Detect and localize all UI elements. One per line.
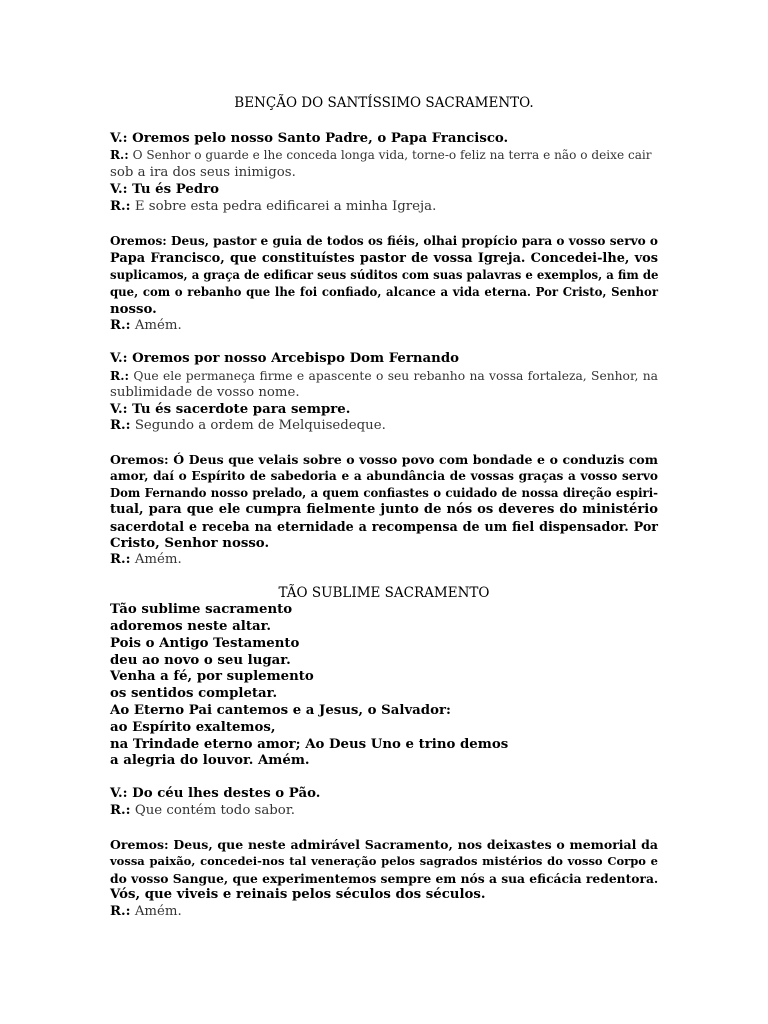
- versicle-text: Oremos pelo nosso Santo Padre, o Papa Francisco.: [132, 131, 509, 146]
- response-label: R.:: [110, 148, 129, 162]
- response-line-continued: sob a ira dos seus inimigos.: [110, 165, 296, 180]
- versicle-line: [110, 130, 658, 147]
- versicle-line: [110, 350, 658, 367]
- versicle-line: [110, 401, 658, 418]
- response-label: R.:: [110, 552, 131, 567]
- hymn-line: na Trindade eterno amor; Ao Deus Uno e trino demos: [110, 737, 509, 752]
- versicle-text: Tu és Pedro: [132, 182, 219, 197]
- hymn-line: Ao Eterno Pai cantemos e a Jesus, o Salvador:: [110, 703, 451, 718]
- response-label: R.:: [110, 199, 131, 214]
- prayer-line: nosso.: [110, 302, 157, 317]
- hymn-line: Pois o Antigo Testamento: [110, 636, 300, 651]
- hymn-title: TÃO SUBLIME SACRAMENTO: [278, 585, 490, 601]
- hymn-line: adoremos neste altar.: [110, 619, 271, 634]
- response-text: Que contém todo sabor.: [134, 803, 295, 818]
- versicle-label: V.:: [110, 402, 128, 417]
- response-line: [110, 317, 658, 334]
- document-title: BENÇÃO DO SANTÍSSIMO SACRAMENTO.: [234, 95, 534, 111]
- versicle-label: V.:: [110, 786, 128, 801]
- hymn-line: a alegria do louvor. Amém.: [110, 753, 310, 768]
- response-line: [110, 147, 658, 164]
- hymn-line: os sentidos completar.: [110, 686, 278, 701]
- prayer-line: Oremos: Ó Deus que velais sobre o vosso povo com bondade e o conduzis com: [110, 452, 658, 467]
- response-text: Que ele permaneça firme e apascente o seu rebanho na vossa fortaleza, Senhor, na: [133, 369, 658, 383]
- response-line: [110, 802, 658, 819]
- prayer-line: Oremos: Deus, que neste admirável Sacramento, nos deixastes o memorial da: [110, 837, 658, 852]
- versicle-text: Tu és sacerdote para sempre.: [132, 402, 351, 417]
- versicle-line: [110, 785, 658, 802]
- response-line: [110, 367, 658, 385]
- response-line: [110, 903, 658, 920]
- response-text: Amém.: [134, 318, 182, 333]
- versicle-line: [110, 181, 658, 198]
- versicle-label: V.:: [110, 182, 128, 197]
- response-label: R.:: [110, 904, 131, 919]
- prayer-line: suplicamos, a graça de edificar seus súditos com suas palavras e exemplos, a fim de: [110, 268, 659, 282]
- versicle-label: V.:: [110, 351, 128, 366]
- hymn-line: ao Espírito exaltemos,: [110, 720, 276, 735]
- response-text: E sobre esta pedra edificarei a minha Igreja.: [134, 199, 437, 214]
- versicle-text: Do céu lhes destes o Pão.: [132, 786, 321, 801]
- prayer-line: Oremos: Deus, pastor e guia de todos os fiéis, olhai propício para o vosso servo o: [110, 234, 658, 248]
- prayer-line: Vós, que viveis e reinais pelos séculos dos séculos.: [110, 887, 486, 902]
- response-line: [110, 551, 658, 568]
- response-text: Segundo a ordem de Melquisedeque.: [134, 418, 386, 433]
- prayer-line: sacerdotal e receba na eternidade a recompensa de um fiel dispensador. Por: [110, 519, 658, 534]
- response-text: Amém.: [134, 904, 182, 919]
- response-text: O Senhor o guarde e lhe conceda longa vida, torne-o feliz na terra e não o deixe cair: [132, 148, 652, 162]
- hymn-line: Venha a fé, por suplemento: [110, 669, 314, 684]
- versicle-text: Oremos por nosso Arcebispo Dom Fernando: [132, 351, 459, 366]
- response-line: [110, 417, 658, 434]
- prayer-line: amor, daí o Espírito de sabedoria e a abundância de vossas graças a vosso servo: [110, 469, 658, 483]
- versicle-label: V.:: [110, 131, 128, 146]
- hymn-line: deu ao novo o seu lugar.: [110, 653, 291, 668]
- response-line-continued: sublimidade de vosso nome.: [110, 385, 300, 400]
- prayer-line: tual, para que ele cumpra fielmente junto de nós os deveres do ministério: [110, 502, 658, 517]
- prayer-line: do vosso Sangue, que experimentemos sempre em nós a sua eficácia redentora.: [110, 871, 659, 886]
- hymn-line: Tão sublime sacramento: [110, 602, 293, 617]
- response-label: R.:: [110, 418, 131, 433]
- response-text: Amém.: [134, 552, 182, 567]
- response-label: R.:: [110, 318, 131, 333]
- prayer-line: Papa Francisco, que constituístes pastor de vossa Igreja. Concedei-lhe, vos: [110, 251, 658, 266]
- response-label: R.:: [110, 803, 131, 818]
- prayer-line: que, com o rebanho que lhe foi confiado, alcance a vida eterna. Por Cristo, Senhor: [110, 285, 658, 299]
- prayer-line: vossa paixão, concedei-nos tal veneração pelos sagrados mistérios do vosso Corpo e: [110, 854, 658, 868]
- response-label: R.:: [110, 368, 130, 383]
- prayer-line: Dom Fernando nosso prelado, a quem confiastes o cuidado de nossa direção espiri-: [110, 486, 658, 500]
- prayer-line: Cristo, Senhor nosso.: [110, 536, 270, 551]
- response-line: [110, 198, 658, 215]
